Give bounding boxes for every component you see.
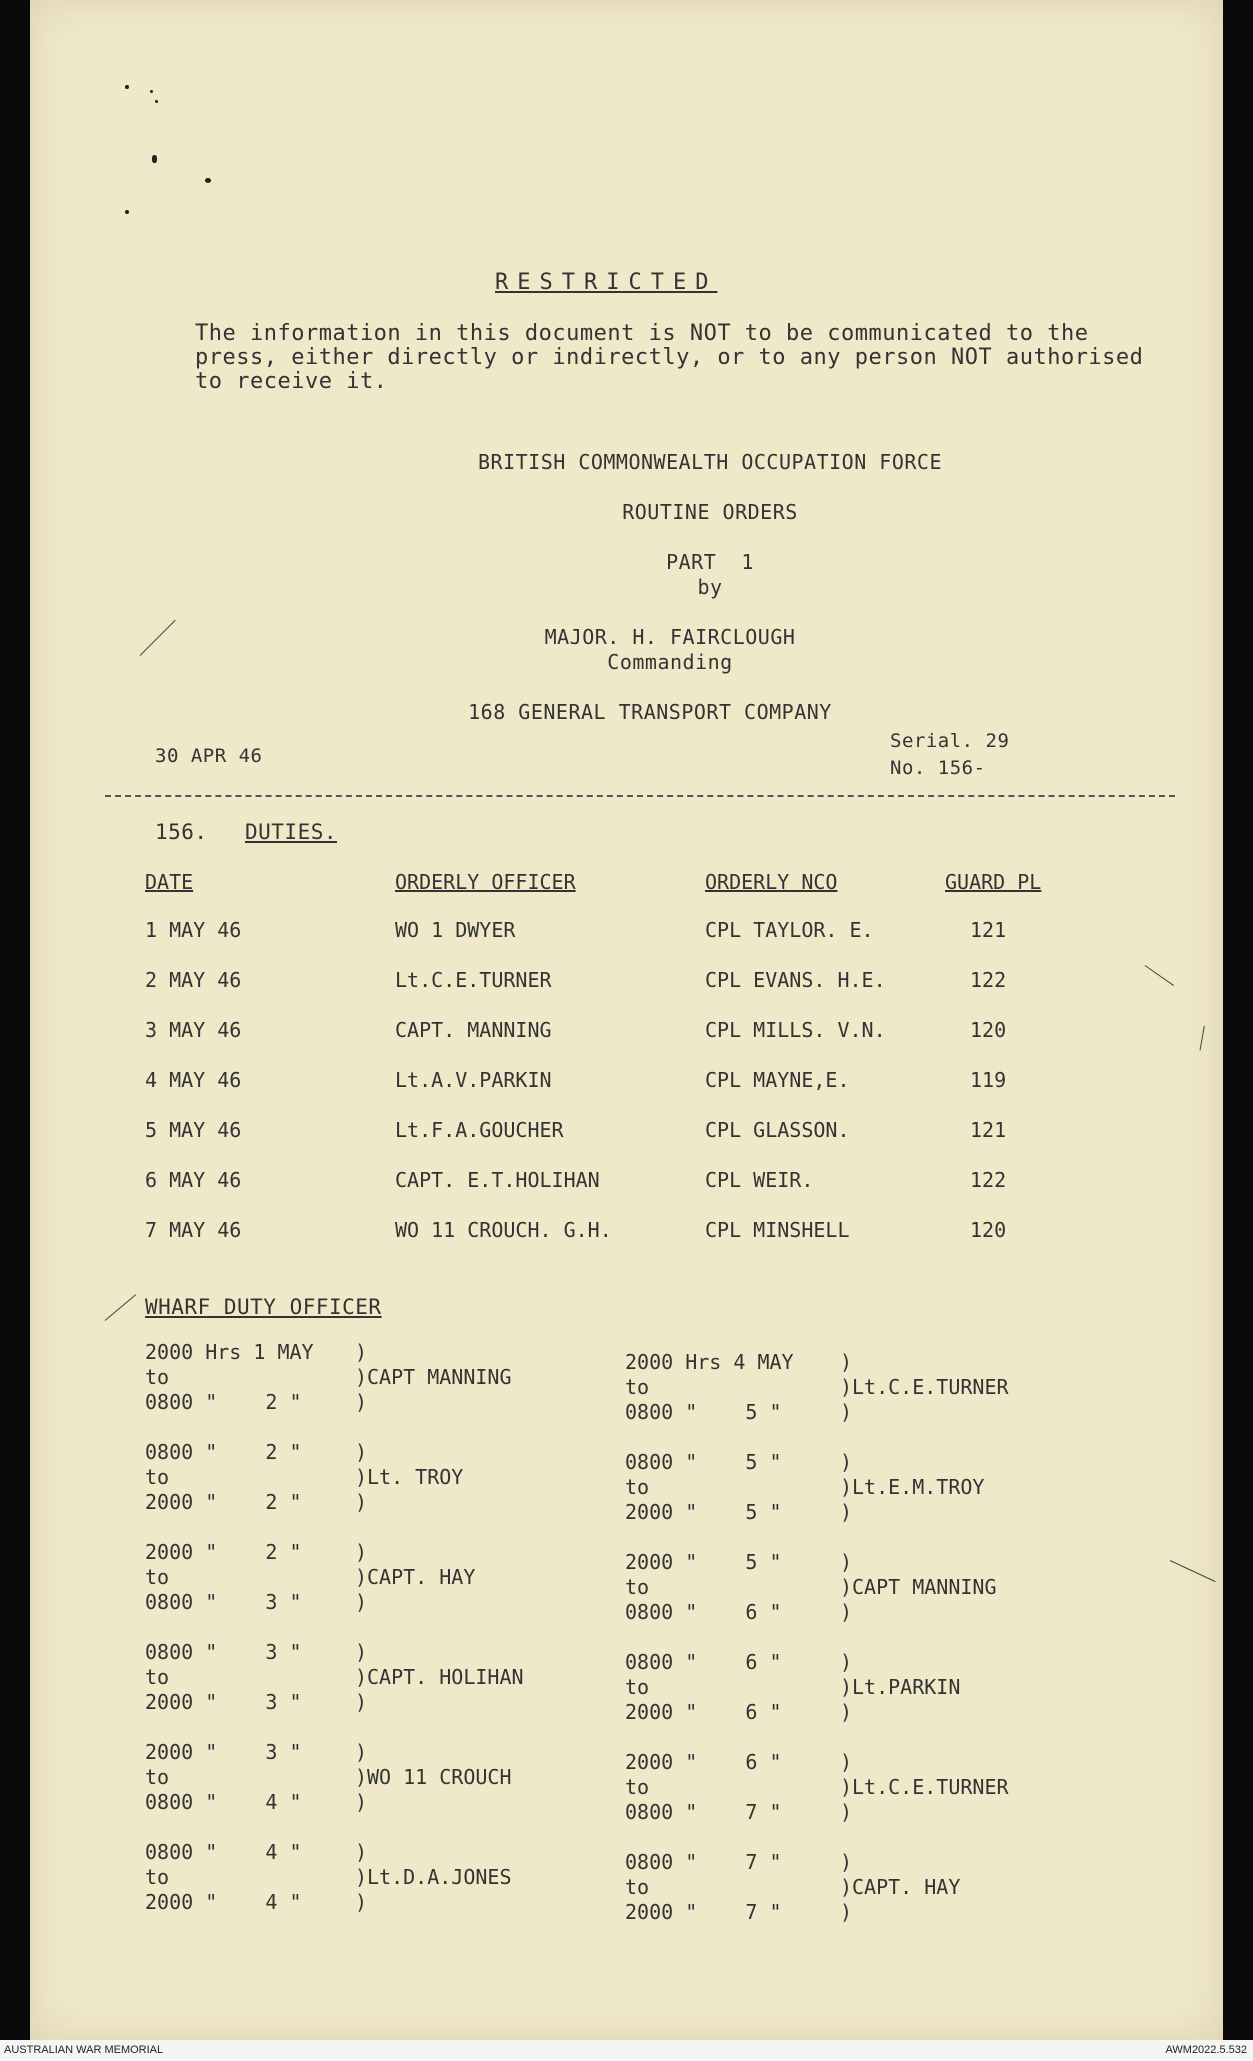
shift-end: 0800 " 5 ": [625, 1400, 782, 1424]
shift-start: 0800 " 3 ": [145, 1640, 302, 1664]
bracket-mark: ): [355, 1590, 368, 1614]
orderly-nco: CPL GLASSON.: [705, 1118, 850, 1142]
bracket-mark: ): [840, 1600, 853, 1624]
order-date: 30 APR 46: [155, 745, 263, 767]
orderly-officer: Lt.A.V.PARKIN: [395, 1068, 552, 1092]
shift-start: 2000 " 6 ": [625, 1750, 782, 1774]
shift-start: 0800 " 5 ": [625, 1450, 782, 1474]
guard-platoon: 120: [970, 1018, 1007, 1042]
shift-to: to: [145, 1765, 170, 1789]
shift-to: to: [145, 1465, 170, 1489]
bracket-mark: ): [840, 1875, 853, 1899]
shift-end: 0800 " 3 ": [145, 1590, 302, 1614]
shift-start: 0800 " 6 ": [625, 1650, 782, 1674]
order-number: No. 156-: [890, 757, 986, 779]
bracket-mark: ): [355, 1790, 368, 1814]
duty-date: 6 MAY 46: [145, 1168, 242, 1192]
orderly-officer: CAPT. MANNING: [395, 1018, 552, 1042]
bracket-mark: ): [355, 1540, 368, 1564]
bracket-mark: ): [840, 1500, 853, 1524]
punch-mark: [125, 85, 129, 89]
stray-mark: [1145, 965, 1174, 986]
orderly-nco: CPL MILLS. V.N.: [705, 1018, 886, 1042]
wharf-officer: Lt.C.E.TURNER: [852, 1775, 1009, 1799]
wharf-officer: CAPT MANNING: [852, 1575, 997, 1599]
bracket-mark: ): [840, 1850, 853, 1874]
duties-column-header: GUARD PL: [945, 870, 1042, 894]
bracket-mark: ): [355, 1640, 368, 1664]
orderly-officer: Lt.C.E.TURNER: [395, 968, 552, 992]
wharf-heading: WHARF DUTY OFFICER: [145, 1295, 382, 1319]
duty-date: 5 MAY 46: [145, 1118, 242, 1142]
punch-mark: [150, 90, 153, 93]
punch-mark: [155, 100, 158, 103]
bracket-mark: ): [355, 1665, 368, 1689]
duty-date: 3 MAY 46: [145, 1018, 242, 1042]
unit-name: 168 GENERAL TRANSPORT COMPANY: [468, 700, 832, 724]
wharf-officer: CAPT. HAY: [367, 1565, 476, 1589]
bracket-mark: ): [355, 1340, 368, 1364]
wharf-officer: Lt.PARKIN: [852, 1675, 961, 1699]
stray-mark: [1200, 1026, 1205, 1051]
archive-name: AUSTRALIAN WAR MEMORIAL: [4, 2044, 164, 2056]
bracket-mark: ): [355, 1565, 368, 1589]
bracket-mark: ): [355, 1465, 368, 1489]
guard-platoon: 121: [970, 918, 1007, 942]
title-part: PART 1: [666, 550, 754, 574]
orderly-officer: WO 1 DWYER: [395, 918, 516, 942]
shift-end: 0800 " 6 ": [625, 1600, 782, 1624]
commander-name: MAJOR. H. FAIRCLOUGH: [544, 625, 796, 649]
restricted-heading: RESTRICTED: [495, 270, 718, 295]
orderly-officer: Lt.F.A.GOUCHER: [395, 1118, 564, 1142]
archive-reference: AWM2022.5.532: [1165, 2044, 1247, 2056]
orderly-nco: CPL TAYLOR. E.: [705, 918, 874, 942]
duty-date: 4 MAY 46: [145, 1068, 242, 1092]
shift-start: 2000 " 2 ": [145, 1540, 302, 1564]
orderly-nco: CPL MINSHELL: [705, 1218, 850, 1242]
bracket-mark: ): [355, 1390, 368, 1414]
duties-heading: DUTIES.: [245, 820, 338, 844]
orderly-officer: CAPT. E.T.HOLIHAN: [395, 1168, 600, 1192]
duties-column-header: DATE: [145, 870, 194, 894]
shift-end: 0800 " 2 ": [145, 1390, 302, 1414]
shift-end: 0800 " 7 ": [625, 1800, 782, 1824]
punch-mark: [125, 210, 129, 214]
shift-to: to: [625, 1675, 650, 1699]
bracket-mark: ): [840, 1650, 853, 1674]
duties-column-header: ORDERLY NCO: [705, 870, 838, 894]
shift-to: to: [145, 1565, 170, 1589]
shift-start: 2000 " 5 ": [625, 1550, 782, 1574]
punch-mark: [152, 155, 157, 163]
bracket-mark: ): [355, 1840, 368, 1864]
shift-end: 2000 " 2 ": [145, 1490, 302, 1514]
bracket-mark: ): [840, 1900, 853, 1924]
shift-end: 2000 " 3 ": [145, 1690, 302, 1714]
bracket-mark: ): [355, 1440, 368, 1464]
shift-to: to: [625, 1575, 650, 1599]
divider: [105, 795, 1175, 797]
punch-mark: [205, 178, 211, 183]
bracket-mark: ): [840, 1350, 853, 1374]
bracket-mark: ): [840, 1475, 853, 1499]
shift-start: 2000 " 3 ": [145, 1740, 302, 1764]
orderly-officer: WO 11 CROUCH. G.H.: [395, 1218, 612, 1242]
wharf-officer: WO 11 CROUCH: [367, 1765, 512, 1789]
bracket-mark: ): [355, 1740, 368, 1764]
stray-mark: [1170, 1560, 1216, 1582]
guard-platoon: 122: [970, 1168, 1007, 1192]
bracket-mark: ): [355, 1690, 368, 1714]
shift-to: to: [625, 1475, 650, 1499]
archive-footer: [0, 2040, 1253, 2061]
bracket-mark: ): [355, 1490, 368, 1514]
wharf-officer: Lt. TROY: [367, 1465, 464, 1489]
shift-end: 2000 " 6 ": [625, 1700, 782, 1724]
title-force: BRITISH COMMONWEALTH OCCUPATION FORCE: [477, 450, 943, 474]
stray-mark: [105, 1294, 136, 1320]
shift-start: 2000 Hrs 1 MAY: [145, 1340, 314, 1364]
shift-start: 0800 " 4 ": [145, 1840, 302, 1864]
shift-to: to: [145, 1365, 170, 1389]
duty-date: 1 MAY 46: [145, 918, 242, 942]
bracket-mark: ): [840, 1375, 853, 1399]
duties-number: 156.: [155, 820, 208, 844]
duty-date: 7 MAY 46: [145, 1218, 242, 1242]
bracket-mark: ): [355, 1365, 368, 1389]
wharf-officer: CAPT MANNING: [367, 1365, 512, 1389]
bracket-mark: ): [355, 1865, 368, 1889]
title-by: by: [697, 575, 723, 599]
serial-number: Serial. 29: [890, 730, 1010, 752]
shift-end: 2000 " 4 ": [145, 1890, 302, 1914]
bracket-mark: ): [840, 1450, 853, 1474]
bracket-mark: ): [840, 1750, 853, 1774]
wharf-officer: Lt.D.A.JONES: [367, 1865, 512, 1889]
shift-to: to: [625, 1375, 650, 1399]
guard-platoon: 122: [970, 968, 1007, 992]
wharf-officer: CAPT. HAY: [852, 1875, 961, 1899]
shift-start: 2000 Hrs 4 MAY: [625, 1350, 794, 1374]
shift-start: 0800 " 2 ": [145, 1440, 302, 1464]
orderly-nco: CPL EVANS. H.E.: [705, 968, 886, 992]
guard-platoon: 121: [970, 1118, 1007, 1142]
shift-to: to: [145, 1865, 170, 1889]
bracket-mark: ): [840, 1700, 853, 1724]
shift-end: 2000 " 5 ": [625, 1500, 782, 1524]
bracket-mark: ): [840, 1400, 853, 1424]
confidentiality-notice: The information in this document is NOT to be communicated to the press, either directly or indirectly, or to any person NOT authorised to receive it.: [195, 321, 1144, 394]
shift-end: 0800 " 4 ": [145, 1790, 302, 1814]
bracket-mark: ): [840, 1775, 853, 1799]
stray-mark: [140, 620, 176, 656]
orderly-nco: CPL WEIR.: [705, 1168, 814, 1192]
duty-date: 2 MAY 46: [145, 968, 242, 992]
commander-role: Commanding: [607, 650, 733, 674]
orderly-nco: CPL MAYNE,E.: [705, 1068, 850, 1092]
wharf-officer: Lt.E.M.TROY: [852, 1475, 985, 1499]
shift-end: 2000 " 7 ": [625, 1900, 782, 1924]
bracket-mark: ): [840, 1550, 853, 1574]
document-page: [30, 0, 1223, 2040]
wharf-officer: Lt.C.E.TURNER: [852, 1375, 1009, 1399]
shift-to: to: [625, 1875, 650, 1899]
bracket-mark: ): [840, 1675, 853, 1699]
bracket-mark: ): [840, 1575, 853, 1599]
wharf-officer: CAPT. HOLIHAN: [367, 1665, 524, 1689]
bracket-mark: ): [840, 1800, 853, 1824]
shift-to: to: [145, 1665, 170, 1689]
title-orders: ROUTINE ORDERS: [622, 500, 798, 524]
shift-to: to: [625, 1775, 650, 1799]
bracket-mark: ): [355, 1765, 368, 1789]
duties-column-header: ORDERLY OFFICER: [395, 870, 576, 894]
guard-platoon: 120: [970, 1218, 1007, 1242]
shift-start: 0800 " 7 ": [625, 1850, 782, 1874]
guard-platoon: 119: [970, 1068, 1007, 1092]
bracket-mark: ): [355, 1890, 368, 1914]
